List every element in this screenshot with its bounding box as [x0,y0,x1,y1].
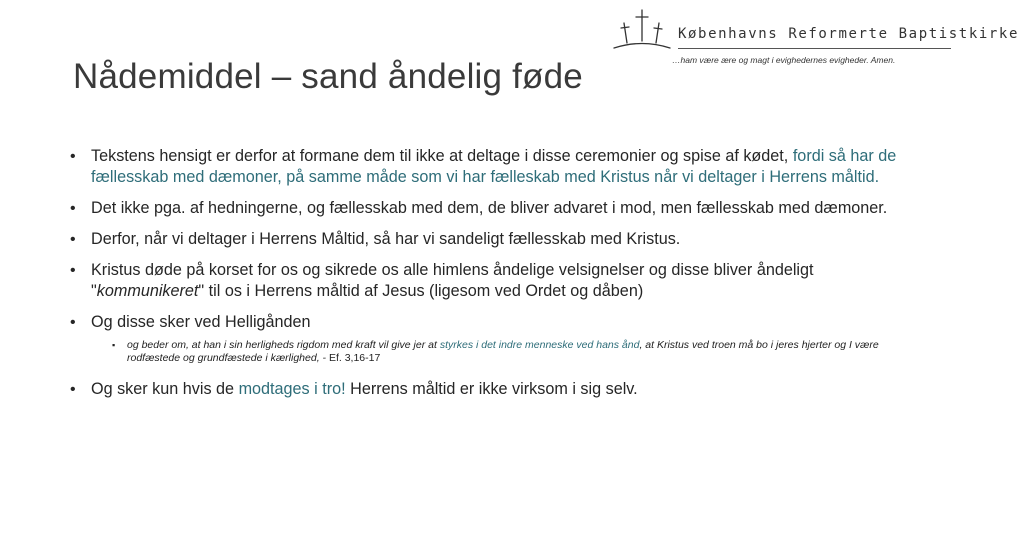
bullet-icon: • [70,148,76,165]
bullet-6-text-a: Og sker kun hvis de [91,380,239,398]
bullet-4-text-b: " til os i Herrens måltid af Jesus (ligesom ved Ordet og dåben) [198,282,644,300]
bullet-icon: • [70,231,76,248]
bullet-icon: • [70,200,76,217]
scripture-text-a: og beder om, at han i sin herligheds rigdom med kraft vil give jer at [127,339,440,351]
bullet-icon: • [70,381,76,398]
bullet-6-text-b: Herrens måltid er ikke virksom i sig selv. [345,380,638,398]
church-motto: …ham være ære og magt i evighedernes evigheder. Amen. [672,55,896,65]
bullet-6-highlight: modtages i tro! [238,380,346,398]
bullet-1-text-a: Tekstens hensigt er derfor at formane dem til ikke at deltage i disse ceremonier og spise af kødet, [91,147,789,165]
crosses-icon [610,8,674,50]
scripture-reference: Ef. 3,16-17 [328,352,381,364]
bullet-4-text-a: Kristus døde på korset for os og sikrede os alle himlens åndelige velsignelser og disse bliver åndeligt " [91,261,814,300]
bullet-4 [70,260,900,302]
bullet-3 [70,229,900,250]
church-name: Københavns Reformerte Baptistkirke [678,26,1019,42]
bullet-2 [70,198,900,219]
church-brand [610,8,1019,70]
sub-bullet-icon: ▪ [112,340,116,350]
slide-title: Nådemiddel – sand åndelig føde [73,57,583,97]
bullet-3-text: Derfor, når vi deltager i Herrens Måltid, så har vi sandeligt fællesskab med Kristus. [91,230,681,248]
slide-body [70,146,900,410]
bullet-1-text-b: fordi så har de fællesskab med dæmoner, på samme måde som vi har fælleskab med Kristus når vi deltager i Herrens måltid. [91,147,897,186]
scripture-text-b: , at Kristus ved troen må bo i jeres hjerter og I være rodfæstede og grundfæstede i kærlighed, - [127,339,879,364]
sub-bullet-scripture [70,339,900,365]
brand-divider [678,48,951,49]
bullet-5 [70,312,900,333]
bullet-icon: • [70,314,76,331]
bullet-1 [70,146,900,188]
bullet-5-text: Og disse sker ved Helligånden [91,313,311,331]
bullet-6 [70,379,900,400]
bullet-2-text: Det ikke pga. af hedningerne, og fællesskab med dem, de bliver advaret i mod, men fællesskab med dæmoner. [91,199,888,217]
bullet-4-emphasis: kommunikeret [96,282,199,300]
bullet-icon: • [70,262,76,279]
scripture-highlight: styrkes i det indre menneske ved hans ånd [439,339,640,351]
